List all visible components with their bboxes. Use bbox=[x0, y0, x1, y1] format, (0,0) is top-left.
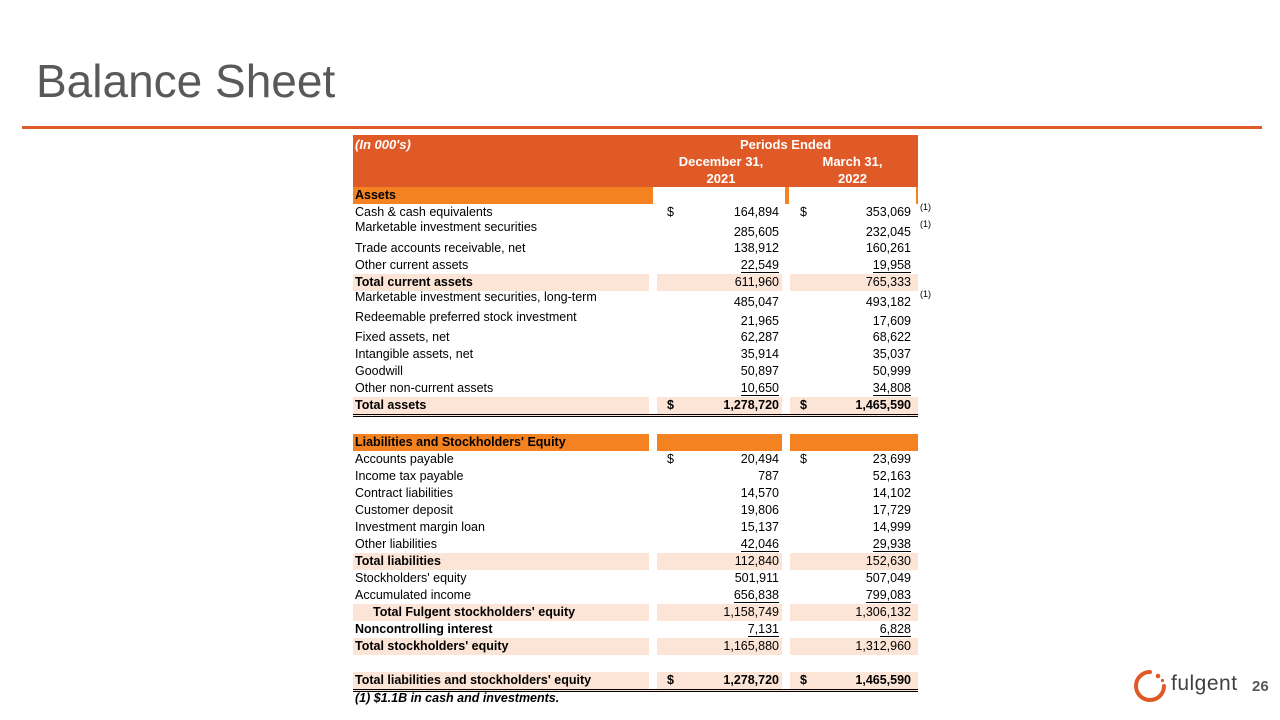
periods-header: Periods Ended bbox=[739, 137, 832, 152]
table-row: Stockholders' equity 501,911 507,049 bbox=[355, 571, 911, 585]
table-row: Fixed assets, net 62,287 68,622 bbox=[355, 330, 911, 344]
balance-sheet-table bbox=[353, 135, 931, 692]
table-row: Noncontrolling interest 7,131 6,828 bbox=[355, 622, 911, 636]
table-row: Income tax payable 787 52,163 bbox=[355, 469, 911, 483]
table-row: Intangible assets, net 35,914 35,037 bbox=[355, 347, 911, 361]
total-row: Total stockholders' equity 1,165,880 1,312,960 bbox=[353, 638, 918, 655]
table-row: Accumulated income 656,838 799,083 bbox=[355, 588, 911, 602]
total-row: Total current assets 611,960 765,333 bbox=[353, 274, 918, 291]
table-row: Cash & cash equivalents $ 164,894 $ 353,069 (1) bbox=[355, 202, 931, 219]
footnote-marker: (1) bbox=[920, 219, 931, 229]
table-row: Contract liabilities 14,570 14,102 bbox=[355, 486, 911, 500]
logo-wordmark: fulgent bbox=[1171, 672, 1238, 695]
table-row: Customer deposit 19,806 17,729 bbox=[355, 503, 911, 517]
title-divider bbox=[22, 126, 1262, 129]
column-header-dec-2021: December 31, 2021 bbox=[678, 154, 764, 186]
fulgent-logo-icon bbox=[1133, 669, 1167, 703]
table-header bbox=[353, 135, 918, 187]
page-number: 26 bbox=[1252, 678, 1269, 695]
table-row: Goodwill 50,897 50,999 bbox=[355, 364, 911, 378]
table-row: Trade accounts receivable, net 138,912 160,261 bbox=[355, 241, 911, 255]
footnote-marker: (1) bbox=[920, 202, 931, 212]
total-row: Total Fulgent stockholders' equity 1,158,749 1,306,132 bbox=[353, 604, 918, 621]
table-row: Investment margin loan 15,137 14,999 bbox=[355, 520, 911, 534]
table-row: Redeemable preferred stock investment 21,965 17,609 bbox=[355, 310, 911, 328]
fulgent-logo bbox=[1133, 669, 1238, 703]
total-row: Total liabilities and stockholders' equity $ 1,278,720 $ 1,465,590 bbox=[353, 672, 918, 692]
page-title: Balance Sheet bbox=[36, 55, 336, 107]
table-row: Marketable investment securities 285,605 232,045 (1) bbox=[355, 219, 931, 239]
footnote-marker: (1) bbox=[920, 289, 931, 299]
column-header-mar-2022: March 31, 2022 bbox=[822, 154, 883, 186]
footnote: (1) $1.1B in cash and investments. bbox=[355, 691, 560, 705]
table-row: Other current assets 22,549 19,958 bbox=[355, 258, 911, 272]
table-row: Marketable investment securities, long-term 485,047 493,182 (1) bbox=[355, 289, 931, 309]
total-row: Total liabilities 112,840 152,630 bbox=[353, 553, 918, 570]
total-row: Total assets $ 1,278,720 $ 1,465,590 bbox=[353, 397, 918, 417]
table-row: Accounts payable $ 20,494 $ 23,699 bbox=[355, 452, 911, 466]
unit-label: (In 000's) bbox=[355, 137, 411, 152]
table-row: Other non-current assets 10,650 34,808 bbox=[355, 381, 911, 395]
section-header-liabilities: Liabilities and Stockholders' Equity bbox=[353, 434, 918, 451]
section-header-assets: Assets bbox=[353, 187, 918, 204]
table-row: Other liabilities 42,046 29,938 bbox=[355, 537, 911, 551]
